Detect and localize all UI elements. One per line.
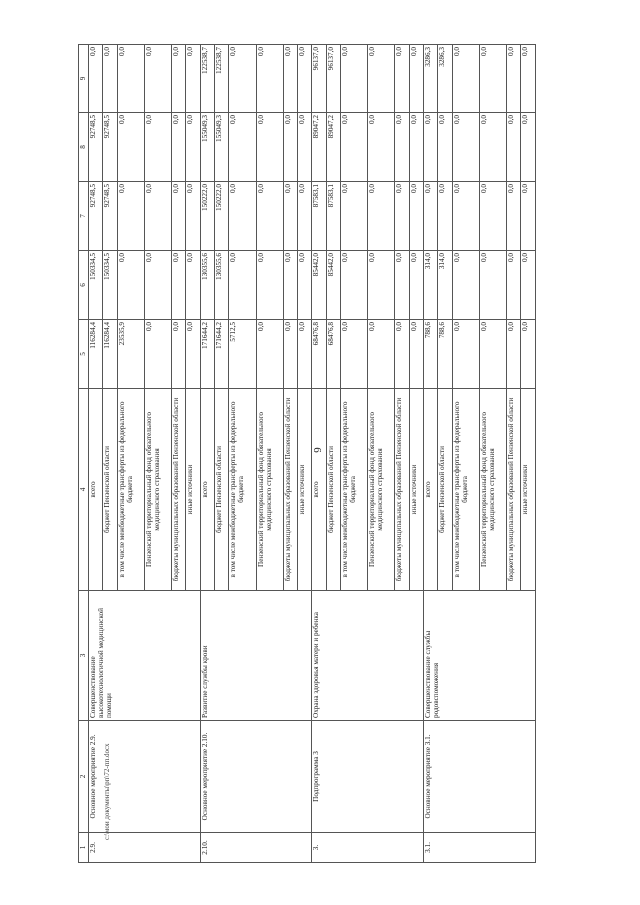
value-cell: 0,0 [298,182,312,251]
value-cell: 87583,1 [326,182,340,251]
value-cell: 314,0 [438,251,452,320]
block-title: Совершенствование высокотехнологичной медицинской помощи [89,591,201,721]
value-cell: 0,0 [452,113,479,182]
value-cell: 0,0 [409,182,423,251]
value-cell: 0,0 [395,320,409,389]
value-cell: 0,0 [283,113,297,182]
funding-source: иные источники [186,389,200,591]
column-header: 2 [79,721,89,833]
value-cell: 130355,6 [200,251,214,320]
value-cell: 116284,4 [103,320,117,389]
table-row [424,45,438,863]
value-cell: 3286,3 [438,45,452,113]
funding-source: Пензенский территориальный фонд обязательного медицинского страхования [256,389,283,591]
value-cell: 0,0 [395,182,409,251]
funding-source: в том числе межбюджетные трансферты из федерального бюджета [229,389,256,591]
value-cell: 0,0 [298,251,312,320]
value-cell: 0,0 [89,45,103,113]
value-cell: 116284,4 [89,320,103,389]
value-cell: 122538,7 [215,45,229,113]
value-cell: 96137,0 [326,45,340,113]
value-cell: 0,0 [283,320,297,389]
value-cell: 0,0 [409,45,423,113]
table-row [200,45,214,863]
value-cell: 0,0 [409,113,423,182]
value-cell: 0,0 [409,320,423,389]
value-cell: 0,0 [229,182,256,251]
value-cell: 85442,0 [312,251,326,320]
column-header: 3 [79,591,89,721]
value-cell: 0,0 [186,320,200,389]
funding-source: в том числе межбюджетные трансферты из федерального бюджета [341,389,368,591]
header-row [79,45,89,863]
value-cell: 0,0 [229,251,256,320]
budget-table [78,45,536,863]
funding-source: всего [424,389,438,591]
block-title: Развитие службы крови [200,591,312,721]
value-cell: 0,0 [341,320,368,389]
block-number: 2.10. [200,833,312,863]
value-cell: 0,0 [452,251,479,320]
value-cell: 92748,5 [89,113,103,182]
block-title: Совершенствование службы родовспоможения [424,591,536,721]
value-cell: 96137,0 [312,45,326,113]
value-cell: 130355,6 [215,251,229,320]
funding-source: Пензенский территориальный фонд обязательного медицинского страхования [479,389,506,591]
value-cell: 0,0 [479,45,506,113]
value-cell: 155049,3 [200,113,214,182]
footer-file-path: c:\мои документы\рп\72-пп.docx [103,743,111,840]
funding-source: бюджеты муниципальных образований Пензенской области [395,389,409,591]
value-cell: 0,0 [438,182,452,251]
value-cell: 0,0 [171,45,185,113]
value-cell: 0,0 [171,251,185,320]
value-cell: 0,0 [507,320,521,389]
funding-source: бюджет Пензенской области [215,389,229,591]
funding-source: бюджеты муниципальных образований Пензенской области [283,389,297,591]
block-name: Подпрограмма 3 [312,721,424,833]
funding-source: бюджет Пензенской области [103,389,117,591]
block-name: Основное мероприятие 2.9. [89,721,201,833]
value-cell: 92748,5 [103,113,117,182]
value-cell: 0,0 [368,113,395,182]
column-header: 9 [79,45,89,113]
value-cell: 0,0 [507,251,521,320]
value-cell: 0,0 [368,182,395,251]
value-cell: 0,0 [521,45,536,113]
value-cell: 0,0 [409,251,423,320]
value-cell: 0,0 [171,182,185,251]
value-cell: 0,0 [171,113,185,182]
funding-source: всего [89,389,103,591]
value-cell: 122538,7 [200,45,214,113]
value-cell: 155049,3 [215,113,229,182]
value-cell: 87583,1 [312,182,326,251]
column-header: 5 [79,320,89,389]
value-cell: 23535,9 [117,320,144,389]
value-cell: 3286,3 [424,45,438,113]
column-header: 7 [79,182,89,251]
value-cell: 0,0 [144,320,171,389]
value-cell: 68476,8 [312,320,326,389]
value-cell: 0,0 [186,113,200,182]
value-cell: 0,0 [521,113,536,182]
value-cell: 0,0 [479,182,506,251]
value-cell: 0,0 [452,182,479,251]
value-cell: 0,0 [521,182,536,251]
value-cell: 0,0 [117,251,144,320]
value-cell: 0,0 [298,45,312,113]
block-number: 3.1. [424,833,536,863]
column-header: 8 [79,113,89,182]
value-cell: 0,0 [186,182,200,251]
value-cell: 0,0 [424,182,438,251]
value-cell: 0,0 [117,182,144,251]
funding-source: иные источники [298,389,312,591]
column-header: 6 [79,251,89,320]
value-cell: 314,0 [424,251,438,320]
funding-source: Пензенский территориальный фонд обязательного медицинского страхования [368,389,395,591]
value-cell: 0,0 [256,113,283,182]
value-cell: 0,0 [144,251,171,320]
value-cell: 0,0 [424,113,438,182]
value-cell: 0,0 [229,45,256,113]
value-cell: 0,0 [479,251,506,320]
column-header: 4 [79,389,89,591]
value-cell: 0,0 [256,182,283,251]
table-row [89,45,103,863]
value-cell: 0,0 [507,182,521,251]
value-cell: 0,0 [103,45,117,113]
value-cell: 89047,2 [312,113,326,182]
funding-source: бюджет Пензенской области [326,389,340,591]
value-cell: 0,0 [507,113,521,182]
funding-source: всего [200,389,214,591]
value-cell: 0,0 [283,251,297,320]
value-cell: 150222,0 [215,182,229,251]
value-cell: 68476,8 [326,320,340,389]
value-cell: 0,0 [117,45,144,113]
value-cell: 0,0 [229,113,256,182]
value-cell: 0,0 [171,320,185,389]
block-number: 2.9. [89,833,201,863]
value-cell: 0,0 [341,182,368,251]
value-cell: 0,0 [395,113,409,182]
value-cell: 0,0 [144,45,171,113]
value-cell: 0,0 [341,113,368,182]
value-cell: 0,0 [479,113,506,182]
table-row [312,45,326,863]
value-cell: 89047,2 [326,113,340,182]
page-number: 6 [310,447,323,453]
value-cell: 5712,5 [229,320,256,389]
funding-source: Пензенский территориальный фонд обязательного медицинского страхования [144,389,171,591]
value-cell: 0,0 [186,251,200,320]
value-cell: 0,0 [368,45,395,113]
funding-source: всего [312,389,326,591]
value-cell: 0,0 [479,320,506,389]
value-cell: 0,0 [452,45,479,113]
block-name: Основное мероприятие 2.10. [200,721,312,833]
funding-source: бюджеты муниципальных образований Пензенской области [507,389,521,591]
value-cell: 150222,0 [200,182,214,251]
value-cell: 788,6 [424,320,438,389]
value-cell: 0,0 [144,113,171,182]
value-cell: 0,0 [368,251,395,320]
value-cell: 150334,5 [103,251,117,320]
value-cell: 92748,5 [89,182,103,251]
value-cell: 0,0 [283,182,297,251]
funding-source: иные источники [409,389,423,591]
value-cell: 0,0 [256,45,283,113]
value-cell: 171644,2 [200,320,214,389]
value-cell: 92748,5 [103,182,117,251]
block-title: Охрана здоровья матери и ребенка [312,591,424,721]
value-cell: 788,6 [438,320,452,389]
funding-source: бюджет Пензенской области [438,389,452,591]
funding-source: иные источники [521,389,536,591]
value-cell: 85442,0 [326,251,340,320]
block-number: 3. [312,833,424,863]
value-cell: 150334,5 [89,251,103,320]
value-cell: 0,0 [521,251,536,320]
value-cell: 0,0 [438,113,452,182]
value-cell: 0,0 [368,320,395,389]
value-cell: 0,0 [395,251,409,320]
value-cell: 0,0 [256,320,283,389]
value-cell: 0,0 [452,320,479,389]
funding-source: в том числе межбюджетные трансферты из федерального бюджета [452,389,479,591]
value-cell: 0,0 [298,113,312,182]
value-cell: 0,0 [283,45,297,113]
funding-source: в том числе межбюджетные трансферты из федерального бюджета [117,389,144,591]
value-cell: 0,0 [507,45,521,113]
value-cell: 0,0 [144,182,171,251]
funding-source: бюджеты муниципальных образований Пензенской области [171,389,185,591]
value-cell: 0,0 [395,45,409,113]
value-cell: 0,0 [256,251,283,320]
value-cell: 171644,2 [215,320,229,389]
block-name: Основное мероприятие 3.1. [424,721,536,833]
value-cell: 0,0 [341,45,368,113]
value-cell: 0,0 [186,45,200,113]
value-cell: 0,0 [298,320,312,389]
value-cell: 0,0 [341,251,368,320]
value-cell: 0,0 [521,320,536,389]
value-cell: 0,0 [117,113,144,182]
column-header: 1 [79,833,89,863]
